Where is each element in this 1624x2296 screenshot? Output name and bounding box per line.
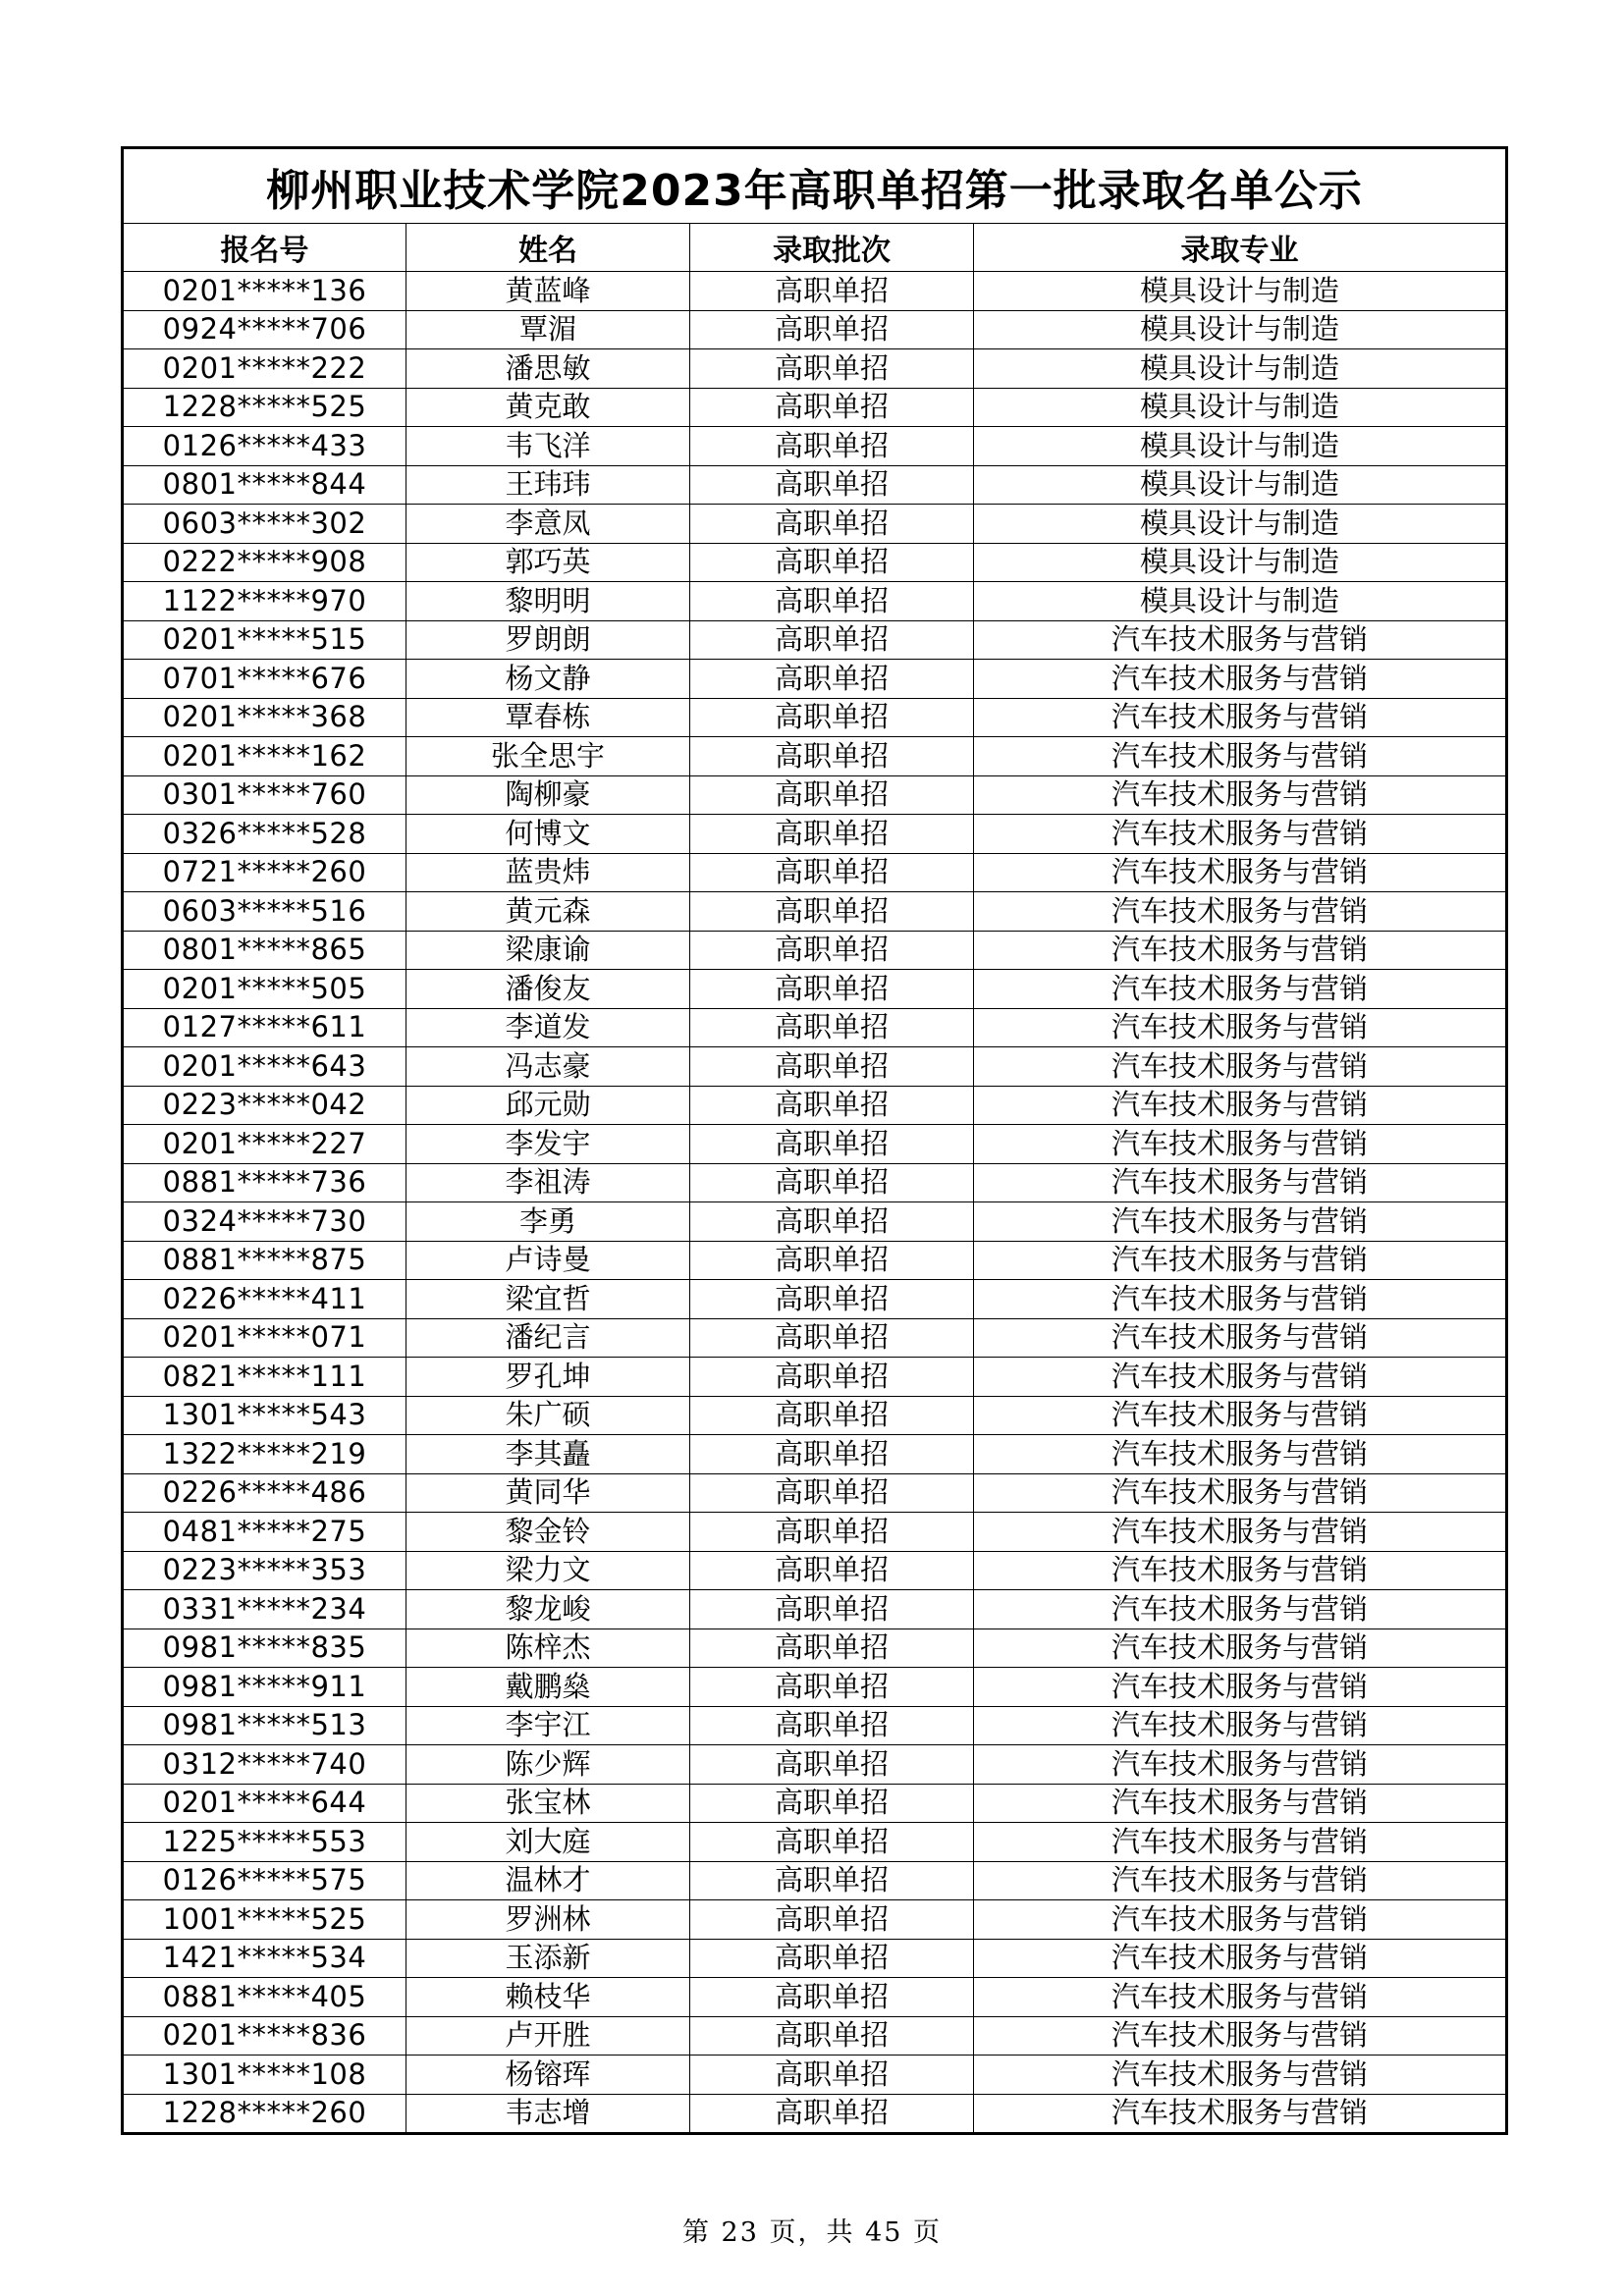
table-row: [123, 1358, 1507, 1397]
admission-batch-cell: 高职单招: [690, 1861, 974, 1900]
table-row: [123, 775, 1507, 815]
student-name-cell: 黄蓝峰: [406, 272, 690, 311]
student-name-cell: 李道发: [406, 1008, 690, 1047]
registration-number-cell: 0226*****411: [123, 1280, 406, 1319]
admission-batch-cell: 高职单招: [690, 505, 974, 544]
student-name-cell: 黄同华: [406, 1473, 690, 1513]
student-name-cell: 张全思宇: [406, 737, 690, 776]
admission-batch-cell: 高职单招: [690, 1939, 974, 1978]
admission-major-cell: 汽车技术服务与营销: [974, 1163, 1507, 1202]
table-row: [123, 272, 1507, 311]
admission-batch-cell: 高职单招: [690, 465, 974, 505]
registration-number-cell: 0312*****740: [123, 1745, 406, 1785]
table-row: [123, 1861, 1507, 1900]
admission-major-cell: 汽车技术服务与营销: [974, 737, 1507, 776]
table-row: [123, 310, 1507, 349]
admission-batch-cell: 高职单招: [690, 853, 974, 892]
table-row: [123, 892, 1507, 932]
registration-number-cell: 0127*****611: [123, 1008, 406, 1047]
student-name-cell: 陈梓杰: [406, 1629, 690, 1668]
student-name-cell: 何博文: [406, 815, 690, 854]
admission-batch-cell: 高职单招: [690, 1978, 974, 2017]
page-footer: 第 23 页，共 45 页: [681, 2217, 943, 2248]
student-name-cell: 梁康谕: [406, 931, 690, 970]
registration-number-cell: 0201*****368: [123, 698, 406, 737]
admission-major-cell: 模具设计与制造: [974, 465, 1507, 505]
table-row: [123, 1473, 1507, 1513]
table-row: [123, 543, 1507, 582]
table-row: [123, 2094, 1507, 2134]
admission-major-cell: 汽车技术服务与营销: [974, 1668, 1507, 1707]
registration-number-cell: 0201*****836: [123, 2016, 406, 2056]
student-name-cell: 邱元勋: [406, 1086, 690, 1125]
admission-batch-cell: 高职单招: [690, 1396, 974, 1435]
student-name-cell: 温林才: [406, 1861, 690, 1900]
table-row: [123, 2056, 1507, 2095]
registration-number-cell: 0201*****643: [123, 1047, 406, 1087]
registration-number-cell: 0801*****865: [123, 931, 406, 970]
admission-major-cell: 模具设计与制造: [974, 310, 1507, 349]
admission-major-cell: 汽车技术服务与营销: [974, 2016, 1507, 2056]
registration-number-cell: 1301*****108: [123, 2056, 406, 2095]
admission-major-cell: 汽车技术服务与营销: [974, 1590, 1507, 1629]
student-name-cell: 杨镕珲: [406, 2056, 690, 2095]
table-body: [123, 272, 1507, 2134]
admission-major-cell: 汽车技术服务与营销: [974, 1706, 1507, 1745]
registration-number-cell: 0881*****405: [123, 1978, 406, 2017]
registration-number-cell: 0981*****835: [123, 1629, 406, 1668]
admission-major-cell: 汽车技术服务与营销: [974, 1823, 1507, 1862]
table-row: [123, 660, 1507, 699]
admission-major-cell: 汽车技术服务与营销: [974, 1900, 1507, 1940]
table-row: [123, 1513, 1507, 1552]
student-name-cell: 罗朗朗: [406, 620, 690, 660]
registration-number-cell: 0223*****042: [123, 1086, 406, 1125]
student-name-cell: 李发宇: [406, 1125, 690, 1164]
registration-number-cell: 1001*****525: [123, 1900, 406, 1940]
table-row: [123, 698, 1507, 737]
student-name-cell: 李祖涛: [406, 1163, 690, 1202]
registration-number-cell: 0331*****234: [123, 1590, 406, 1629]
registration-number-cell: 0201*****515: [123, 620, 406, 660]
student-name-cell: 覃春栋: [406, 698, 690, 737]
admission-batch-cell: 高职单招: [690, 737, 974, 776]
registration-number-cell: 0201*****505: [123, 970, 406, 1009]
admission-batch-cell: 高职单招: [690, 1590, 974, 1629]
column-header-registration-number: 报名号: [123, 224, 406, 272]
admission-batch-cell: 高职单招: [690, 2094, 974, 2134]
admission-batch-cell: 高职单招: [690, 2016, 974, 2056]
admission-major-cell: 汽车技术服务与营销: [974, 1086, 1507, 1125]
table-row: [123, 1823, 1507, 1862]
admission-batch-cell: 高职单招: [690, 698, 974, 737]
student-name-cell: 韦飞洋: [406, 427, 690, 466]
admission-batch-cell: 高职单招: [690, 310, 974, 349]
table-row: [123, 1629, 1507, 1668]
table-row: [123, 1202, 1507, 1242]
admission-major-cell: 汽车技术服务与营销: [974, 931, 1507, 970]
student-name-cell: 梁宜哲: [406, 1280, 690, 1319]
admission-major-cell: 汽车技术服务与营销: [974, 1008, 1507, 1047]
student-name-cell: 黎明明: [406, 582, 690, 621]
table-row: [123, 349, 1507, 389]
table-row: [123, 582, 1507, 621]
admission-major-cell: 汽车技术服务与营销: [974, 1513, 1507, 1552]
registration-number-cell: 0881*****875: [123, 1241, 406, 1280]
registration-number-cell: 0801*****844: [123, 465, 406, 505]
student-name-cell: 李勇: [406, 1202, 690, 1242]
student-name-cell: 梁力文: [406, 1551, 690, 1590]
admission-batch-cell: 高职单招: [690, 892, 974, 932]
registration-number-cell: 0201*****162: [123, 737, 406, 776]
admission-major-cell: 模具设计与制造: [974, 582, 1507, 621]
table-row: [123, 1241, 1507, 1280]
registration-number-cell: 0924*****706: [123, 310, 406, 349]
registration-number-cell: 1122*****970: [123, 582, 406, 621]
admission-major-cell: 汽车技术服务与营销: [974, 970, 1507, 1009]
registration-number-cell: 0603*****302: [123, 505, 406, 544]
admission-major-cell: 汽车技术服务与营销: [974, 2094, 1507, 2134]
table-row: [123, 853, 1507, 892]
admission-major-cell: 汽车技术服务与营销: [974, 1551, 1507, 1590]
admission-batch-cell: 高职单招: [690, 2056, 974, 2095]
admission-batch-cell: 高职单招: [690, 1900, 974, 1940]
registration-number-cell: 0603*****516: [123, 892, 406, 932]
table-row: [123, 1435, 1507, 1474]
admission-batch-cell: 高职单招: [690, 1202, 974, 1242]
table-row: [123, 1551, 1507, 1590]
registration-number-cell: 1228*****525: [123, 388, 406, 427]
admission-batch-cell: 高职单招: [690, 349, 974, 389]
admission-batch-cell: 高职单招: [690, 1280, 974, 1319]
admission-batch-cell: 高职单招: [690, 1047, 974, 1087]
student-name-cell: 朱广硕: [406, 1396, 690, 1435]
registration-number-cell: 0721*****260: [123, 853, 406, 892]
admission-major-cell: 汽车技术服务与营销: [974, 1473, 1507, 1513]
registration-number-cell: 0881*****736: [123, 1163, 406, 1202]
admission-major-cell: 汽车技术服务与营销: [974, 1047, 1507, 1087]
table-row: [123, 505, 1507, 544]
student-name-cell: 卢诗曼: [406, 1241, 690, 1280]
column-header-name: 姓名: [406, 224, 690, 272]
student-name-cell: 刘大庭: [406, 1823, 690, 1862]
admission-batch-cell: 高职单招: [690, 1318, 974, 1358]
student-name-cell: 黄元森: [406, 892, 690, 932]
table-row: [123, 1163, 1507, 1202]
table-row: [123, 931, 1507, 970]
admission-major-cell: 汽车技术服务与营销: [974, 1939, 1507, 1978]
admission-major-cell: 汽车技术服务与营销: [974, 1784, 1507, 1823]
admission-batch-cell: 高职单招: [690, 815, 974, 854]
admission-batch-cell: 高职单招: [690, 1435, 974, 1474]
admission-batch-cell: 高职单招: [690, 1473, 974, 1513]
admission-batch-cell: 高职单招: [690, 970, 974, 1009]
admission-batch-cell: 高职单招: [690, 1241, 974, 1280]
table-row: [123, 1706, 1507, 1745]
admission-batch-cell: 高职单招: [690, 660, 974, 699]
student-name-cell: 黎金铃: [406, 1513, 690, 1552]
registration-number-cell: 0481*****275: [123, 1513, 406, 1552]
table-row: [123, 427, 1507, 466]
registration-number-cell: 1228*****260: [123, 2094, 406, 2134]
registration-number-cell: 0226*****486: [123, 1473, 406, 1513]
admission-batch-cell: 高职单招: [690, 1823, 974, 1862]
table-row: [123, 1086, 1507, 1125]
admission-major-cell: 汽车技术服务与营销: [974, 620, 1507, 660]
registration-number-cell: 0326*****528: [123, 815, 406, 854]
student-name-cell: 戴鹏燊: [406, 1668, 690, 1707]
registration-number-cell: 0201*****644: [123, 1784, 406, 1823]
registration-number-cell: 0223*****353: [123, 1551, 406, 1590]
registration-number-cell: 0981*****513: [123, 1706, 406, 1745]
table-row: [123, 737, 1507, 776]
student-name-cell: 杨文静: [406, 660, 690, 699]
admission-batch-cell: 高职单招: [690, 1629, 974, 1668]
admission-list-table: [121, 146, 1508, 2135]
admission-major-cell: 汽车技术服务与营销: [974, 1202, 1507, 1242]
student-name-cell: 陈少辉: [406, 1745, 690, 1785]
admission-major-cell: 汽车技术服务与营销: [974, 1745, 1507, 1785]
admission-major-cell: 模具设计与制造: [974, 427, 1507, 466]
table-row: [123, 1590, 1507, 1629]
student-name-cell: 黄克敢: [406, 388, 690, 427]
registration-number-cell: 1421*****534: [123, 1939, 406, 1978]
admission-batch-cell: 高职单招: [690, 1125, 974, 1164]
registration-number-cell: 0126*****575: [123, 1861, 406, 1900]
table-row: [123, 388, 1507, 427]
column-header-admission-batch: 录取批次: [690, 224, 974, 272]
admission-batch-cell: 高职单招: [690, 1551, 974, 1590]
admission-batch-cell: 高职单招: [690, 1008, 974, 1047]
registration-number-cell: 0126*****433: [123, 427, 406, 466]
table-row: [123, 1280, 1507, 1319]
registration-number-cell: 1322*****219: [123, 1435, 406, 1474]
table-row: [123, 1008, 1507, 1047]
student-name-cell: 蓝贵炜: [406, 853, 690, 892]
registration-number-cell: 0821*****111: [123, 1358, 406, 1397]
admission-major-cell: 汽车技术服务与营销: [974, 775, 1507, 815]
registration-number-cell: 0201*****136: [123, 272, 406, 311]
registration-number-cell: 0201*****227: [123, 1125, 406, 1164]
registration-number-cell: 1301*****543: [123, 1396, 406, 1435]
admission-major-cell: 汽车技术服务与营销: [974, 1629, 1507, 1668]
registration-number-cell: 0201*****071: [123, 1318, 406, 1358]
table-row: [123, 815, 1507, 854]
student-name-cell: 罗洲林: [406, 1900, 690, 1940]
table-row: [123, 1125, 1507, 1164]
admission-batch-cell: 高职单招: [690, 1706, 974, 1745]
admission-major-cell: 模具设计与制造: [974, 272, 1507, 311]
table-row: [123, 1745, 1507, 1785]
admission-batch-cell: 高职单招: [690, 427, 974, 466]
student-name-cell: 覃湄: [406, 310, 690, 349]
page-title: 柳州职业技术学院2023年高职单招第一批录取名单公示: [123, 148, 1507, 224]
student-name-cell: 玉添新: [406, 1939, 690, 1978]
admission-batch-cell: 高职单招: [690, 1163, 974, 1202]
student-name-cell: 韦志增: [406, 2094, 690, 2134]
admission-major-cell: 汽车技术服务与营销: [974, 698, 1507, 737]
admission-major-cell: 模具设计与制造: [974, 349, 1507, 389]
admission-batch-cell: 高职单招: [690, 388, 974, 427]
table-row: [123, 1900, 1507, 1940]
table-row: [123, 620, 1507, 660]
admission-major-cell: 汽车技术服务与营销: [974, 1435, 1507, 1474]
student-name-cell: 李意凤: [406, 505, 690, 544]
registration-number-cell: 0701*****676: [123, 660, 406, 699]
admission-batch-cell: 高职单招: [690, 1513, 974, 1552]
admission-batch-cell: 高职单招: [690, 1086, 974, 1125]
admission-batch-cell: 高职单招: [690, 543, 974, 582]
admission-batch-cell: 高职单招: [690, 1668, 974, 1707]
student-name-cell: 陶柳豪: [406, 775, 690, 815]
registration-number-cell: 0981*****911: [123, 1668, 406, 1707]
table-row: [123, 1396, 1507, 1435]
table-row: [123, 1318, 1507, 1358]
registration-number-cell: 0201*****222: [123, 349, 406, 389]
student-name-cell: 冯志豪: [406, 1047, 690, 1087]
admission-batch-cell: 高职单招: [690, 931, 974, 970]
student-name-cell: 潘俊友: [406, 970, 690, 1009]
column-header-admission-major: 录取专业: [974, 224, 1507, 272]
admission-batch-cell: 高职单招: [690, 1745, 974, 1785]
admission-major-cell: 汽车技术服务与营销: [974, 1280, 1507, 1319]
student-name-cell: 赖枝华: [406, 1978, 690, 2017]
table-row: [123, 1978, 1507, 2017]
student-name-cell: 王玮玮: [406, 465, 690, 505]
registration-number-cell: 1225*****553: [123, 1823, 406, 1862]
table-row: [123, 465, 1507, 505]
table-row: [123, 1784, 1507, 1823]
student-name-cell: 李宇江: [406, 1706, 690, 1745]
student-name-cell: 郭巧英: [406, 543, 690, 582]
admission-major-cell: 汽车技术服务与营销: [974, 815, 1507, 854]
student-name-cell: 李其矗: [406, 1435, 690, 1474]
student-name-cell: 张宝林: [406, 1784, 690, 1823]
admission-major-cell: 汽车技术服务与营销: [974, 660, 1507, 699]
table-row: [123, 1939, 1507, 1978]
admission-major-cell: 汽车技术服务与营销: [974, 892, 1507, 932]
admission-major-cell: 汽车技术服务与营销: [974, 1358, 1507, 1397]
admission-major-cell: 汽车技术服务与营销: [974, 1978, 1507, 2017]
registration-number-cell: 0301*****760: [123, 775, 406, 815]
student-name-cell: 潘纪言: [406, 1318, 690, 1358]
admission-batch-cell: 高职单招: [690, 272, 974, 311]
admission-batch-cell: 高职单招: [690, 1784, 974, 1823]
admission-major-cell: 模具设计与制造: [974, 505, 1507, 544]
admission-major-cell: 汽车技术服务与营销: [974, 853, 1507, 892]
title-row: [123, 148, 1507, 224]
admission-major-cell: 模具设计与制造: [974, 543, 1507, 582]
registration-number-cell: 0222*****908: [123, 543, 406, 582]
admission-batch-cell: 高职单招: [690, 582, 974, 621]
admission-major-cell: 汽车技术服务与营销: [974, 1396, 1507, 1435]
admission-major-cell: 汽车技术服务与营销: [974, 1318, 1507, 1358]
admission-major-cell: 汽车技术服务与营销: [974, 1241, 1507, 1280]
admission-batch-cell: 高职单招: [690, 1358, 974, 1397]
admission-major-cell: 汽车技术服务与营销: [974, 1861, 1507, 1900]
admission-major-cell: 模具设计与制造: [974, 388, 1507, 427]
header-row: [123, 224, 1507, 272]
table-row: [123, 1668, 1507, 1707]
table-row: [123, 1047, 1507, 1087]
admission-batch-cell: 高职单招: [690, 620, 974, 660]
admission-major-cell: 汽车技术服务与营销: [974, 1125, 1507, 1164]
table-row: [123, 970, 1507, 1009]
admission-major-cell: 汽车技术服务与营销: [974, 2056, 1507, 2095]
student-name-cell: 潘思敏: [406, 349, 690, 389]
student-name-cell: 黎龙峻: [406, 1590, 690, 1629]
registration-number-cell: 0324*****730: [123, 1202, 406, 1242]
student-name-cell: 卢开胜: [406, 2016, 690, 2056]
student-name-cell: 罗孔坤: [406, 1358, 690, 1397]
table-row: [123, 2016, 1507, 2056]
admission-batch-cell: 高职单招: [690, 775, 974, 815]
